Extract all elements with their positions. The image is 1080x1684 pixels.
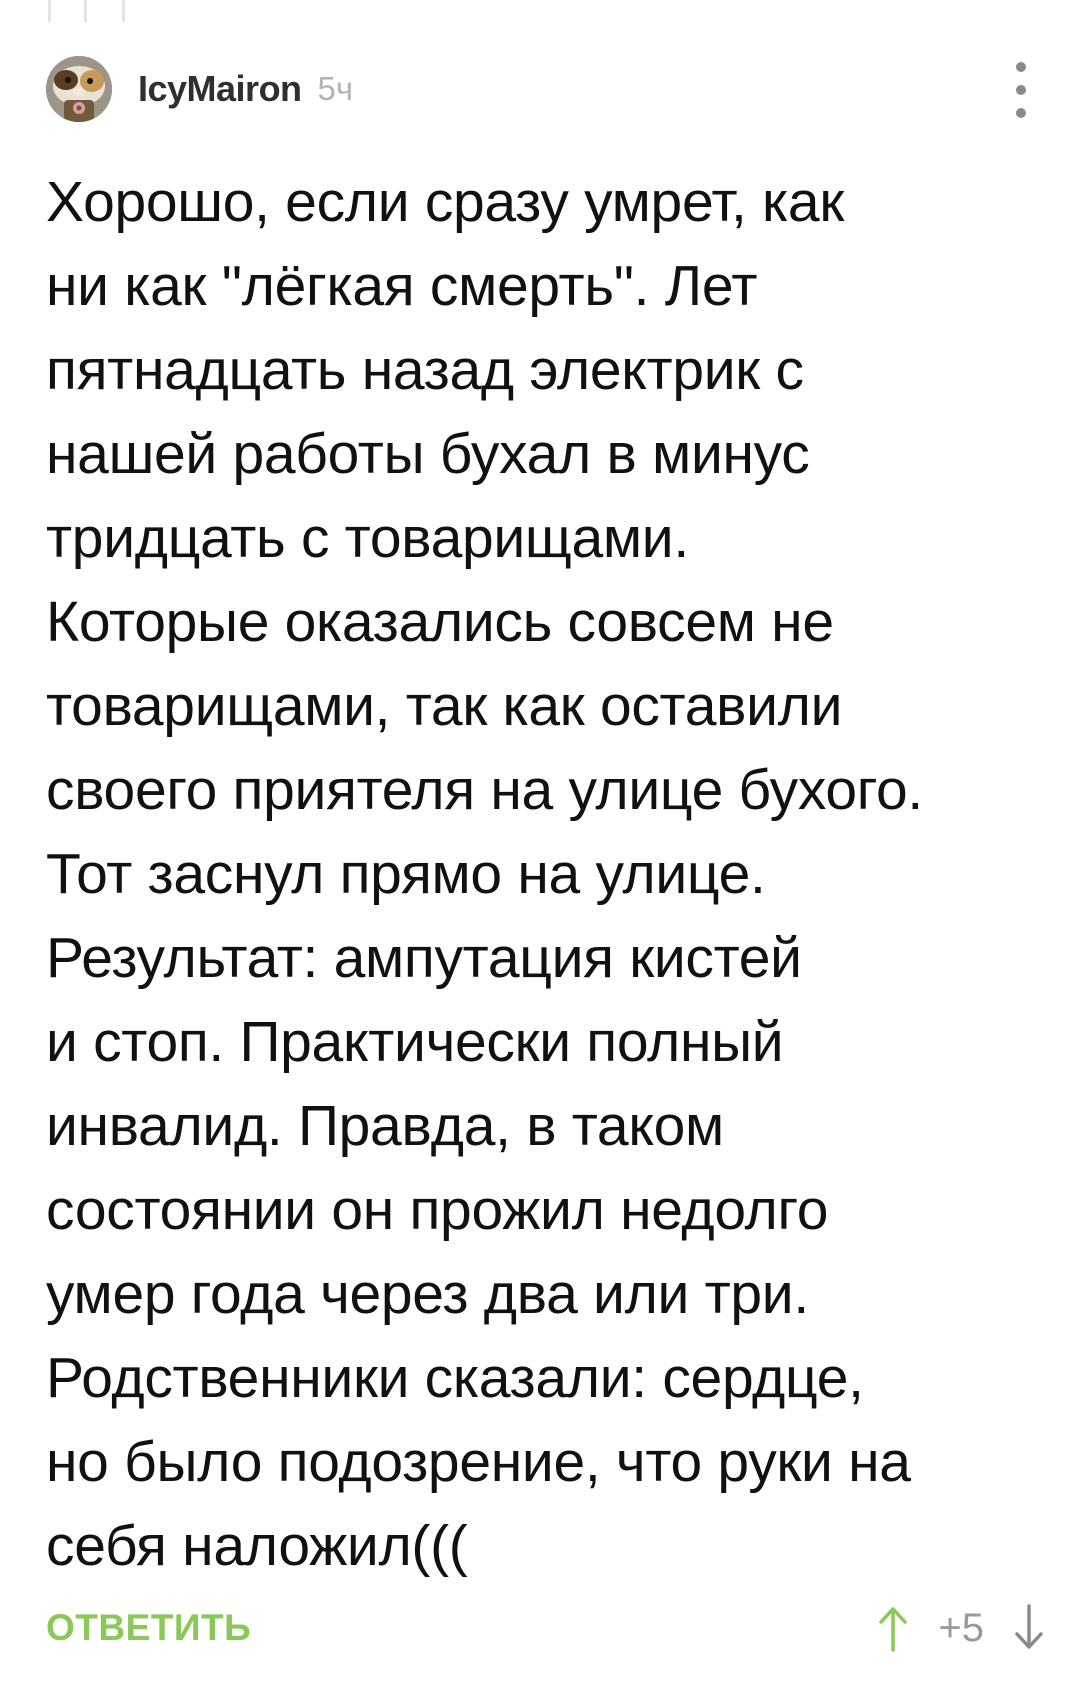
- comment-text-line: Которые оказались совсем не: [46, 590, 834, 654]
- comment-text-line: тридцать с товарищами.: [46, 506, 689, 570]
- comment-text-line: умер года через два или три.: [46, 1262, 809, 1326]
- comment-header: [46, 54, 1044, 124]
- arrow-down-icon[interactable]: [1014, 1604, 1044, 1652]
- author-name[interactable]: IcyMairon: [138, 68, 302, 109]
- comment-text: [46, 160, 1046, 1588]
- vote-controls: [878, 1604, 1044, 1652]
- comment-text-line: ни как "лёгкая смерть". Лет: [46, 254, 758, 318]
- reply-button[interactable]: ОТВЕТИТЬ: [46, 1607, 252, 1648]
- arrow-up-icon[interactable]: [878, 1604, 908, 1652]
- comment-text-line: пятнадцать назад электрик с: [46, 338, 804, 402]
- comment-text-line: своего приятеля на улице бухого.: [46, 758, 923, 822]
- avatar[interactable]: [46, 56, 112, 122]
- guinea-pig-avatar-icon: [46, 56, 112, 122]
- comment-text-line: себя наложил(((: [46, 1514, 468, 1578]
- comment-text-line: но было подозрение, что руки на: [46, 1430, 911, 1494]
- more-vertical-icon[interactable]: [1006, 62, 1036, 118]
- comment-text-line: инвалид. Правда, в таком: [46, 1094, 724, 1158]
- comment-text-line: Хорошо, если сразу умрет, как: [46, 170, 844, 234]
- rating-value: +5: [938, 1605, 984, 1650]
- comment-text-line: Родственники сказали: сердце,: [46, 1346, 864, 1410]
- comment-footer: [46, 1590, 1044, 1666]
- comment-text-line: и стоп. Практически полный: [46, 1010, 784, 1074]
- comment-text-line: нашей работы бухал в минус: [46, 422, 810, 486]
- comment-time: 5ч: [317, 70, 354, 107]
- comment-text-line: Тот заснул прямо на улице.: [46, 842, 766, 906]
- comment-text-line: состоянии он прожил недолго: [46, 1178, 829, 1242]
- comment-text-line: товарищами, так как оставили: [46, 674, 843, 738]
- comment-text-line: Результат: ампутация кистей: [46, 926, 802, 990]
